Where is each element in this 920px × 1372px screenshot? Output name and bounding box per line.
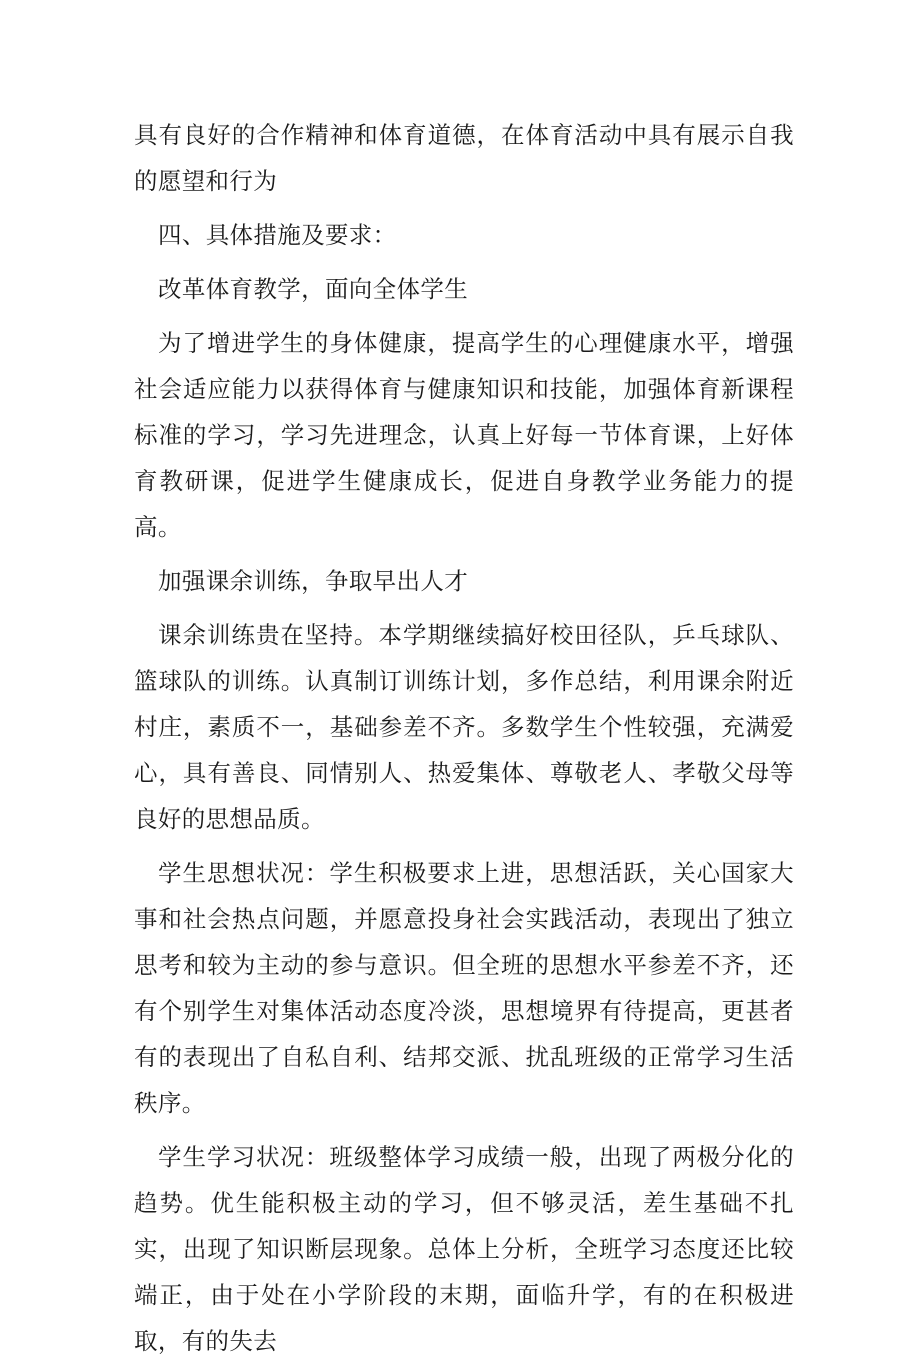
subheading-extracurricular-training: 加强课余训练，争取早出人才 (158, 567, 469, 595)
paragraph-student-learning: 学生学习状况：班级整体学习成绩一般，出现了两极分化的趋势。优生能积极主动的学习，但不够灵活，差生基础不扎实，出现了知识断层现象。总体上分析，全班学习态度还比较端正，由于处在小学阶段的末期，面临升学，有的在积极进取，有的失去 (134, 1143, 794, 1355)
paragraph-student-thinking: 学生思想状况：学生积极要求上进，思想活跃，关心国家大事和社会热点问题，并愿意投身社会实践活动，表现出了独立思考和较为主动的参与意识。但全班的思想水平参差不齐，还有个别学生对集体活动态度冷淡，思想境界有待提高，更甚者有的表现出了自私自利、结邦交派、扰乱班级的正常学习生活秩序。 (134, 859, 794, 1117)
paragraph-extracurricular-training: 课余训练贵在坚持。本学期继续搞好校田径队，乒乓球队、篮球队的训练。认真制订训练计划，多作总结，利用课余附近村庄，素质不一，基础参差不齐。多数学生个性较强，充满爱心，具有善良、同情别人、热爱集体、尊敬老人、孝敬父母等良好的思想品质。 (134, 621, 794, 833)
subheading-teaching-reform: 改革体育教学，面向全体学生 (158, 275, 469, 303)
paragraph-continuation: 具有良好的合作精神和体育道德，在体育活动中具有展示自我的愿望和行为 (134, 121, 794, 195)
paragraph-teaching-reform: 为了增进学生的身体健康，提高学生的心理健康水平，增强社会适应能力以获得体育与健康知识和技能，加强体育新课程标准的学习，学习先进理念，认真上好每一节体育课，上好体育教研课，促进学生健康成长，促进自身教学业务能力的提高。 (134, 329, 794, 541)
section-heading-measures: 四、具体措施及要求： (158, 221, 397, 249)
document-body (134, 112, 794, 1372)
